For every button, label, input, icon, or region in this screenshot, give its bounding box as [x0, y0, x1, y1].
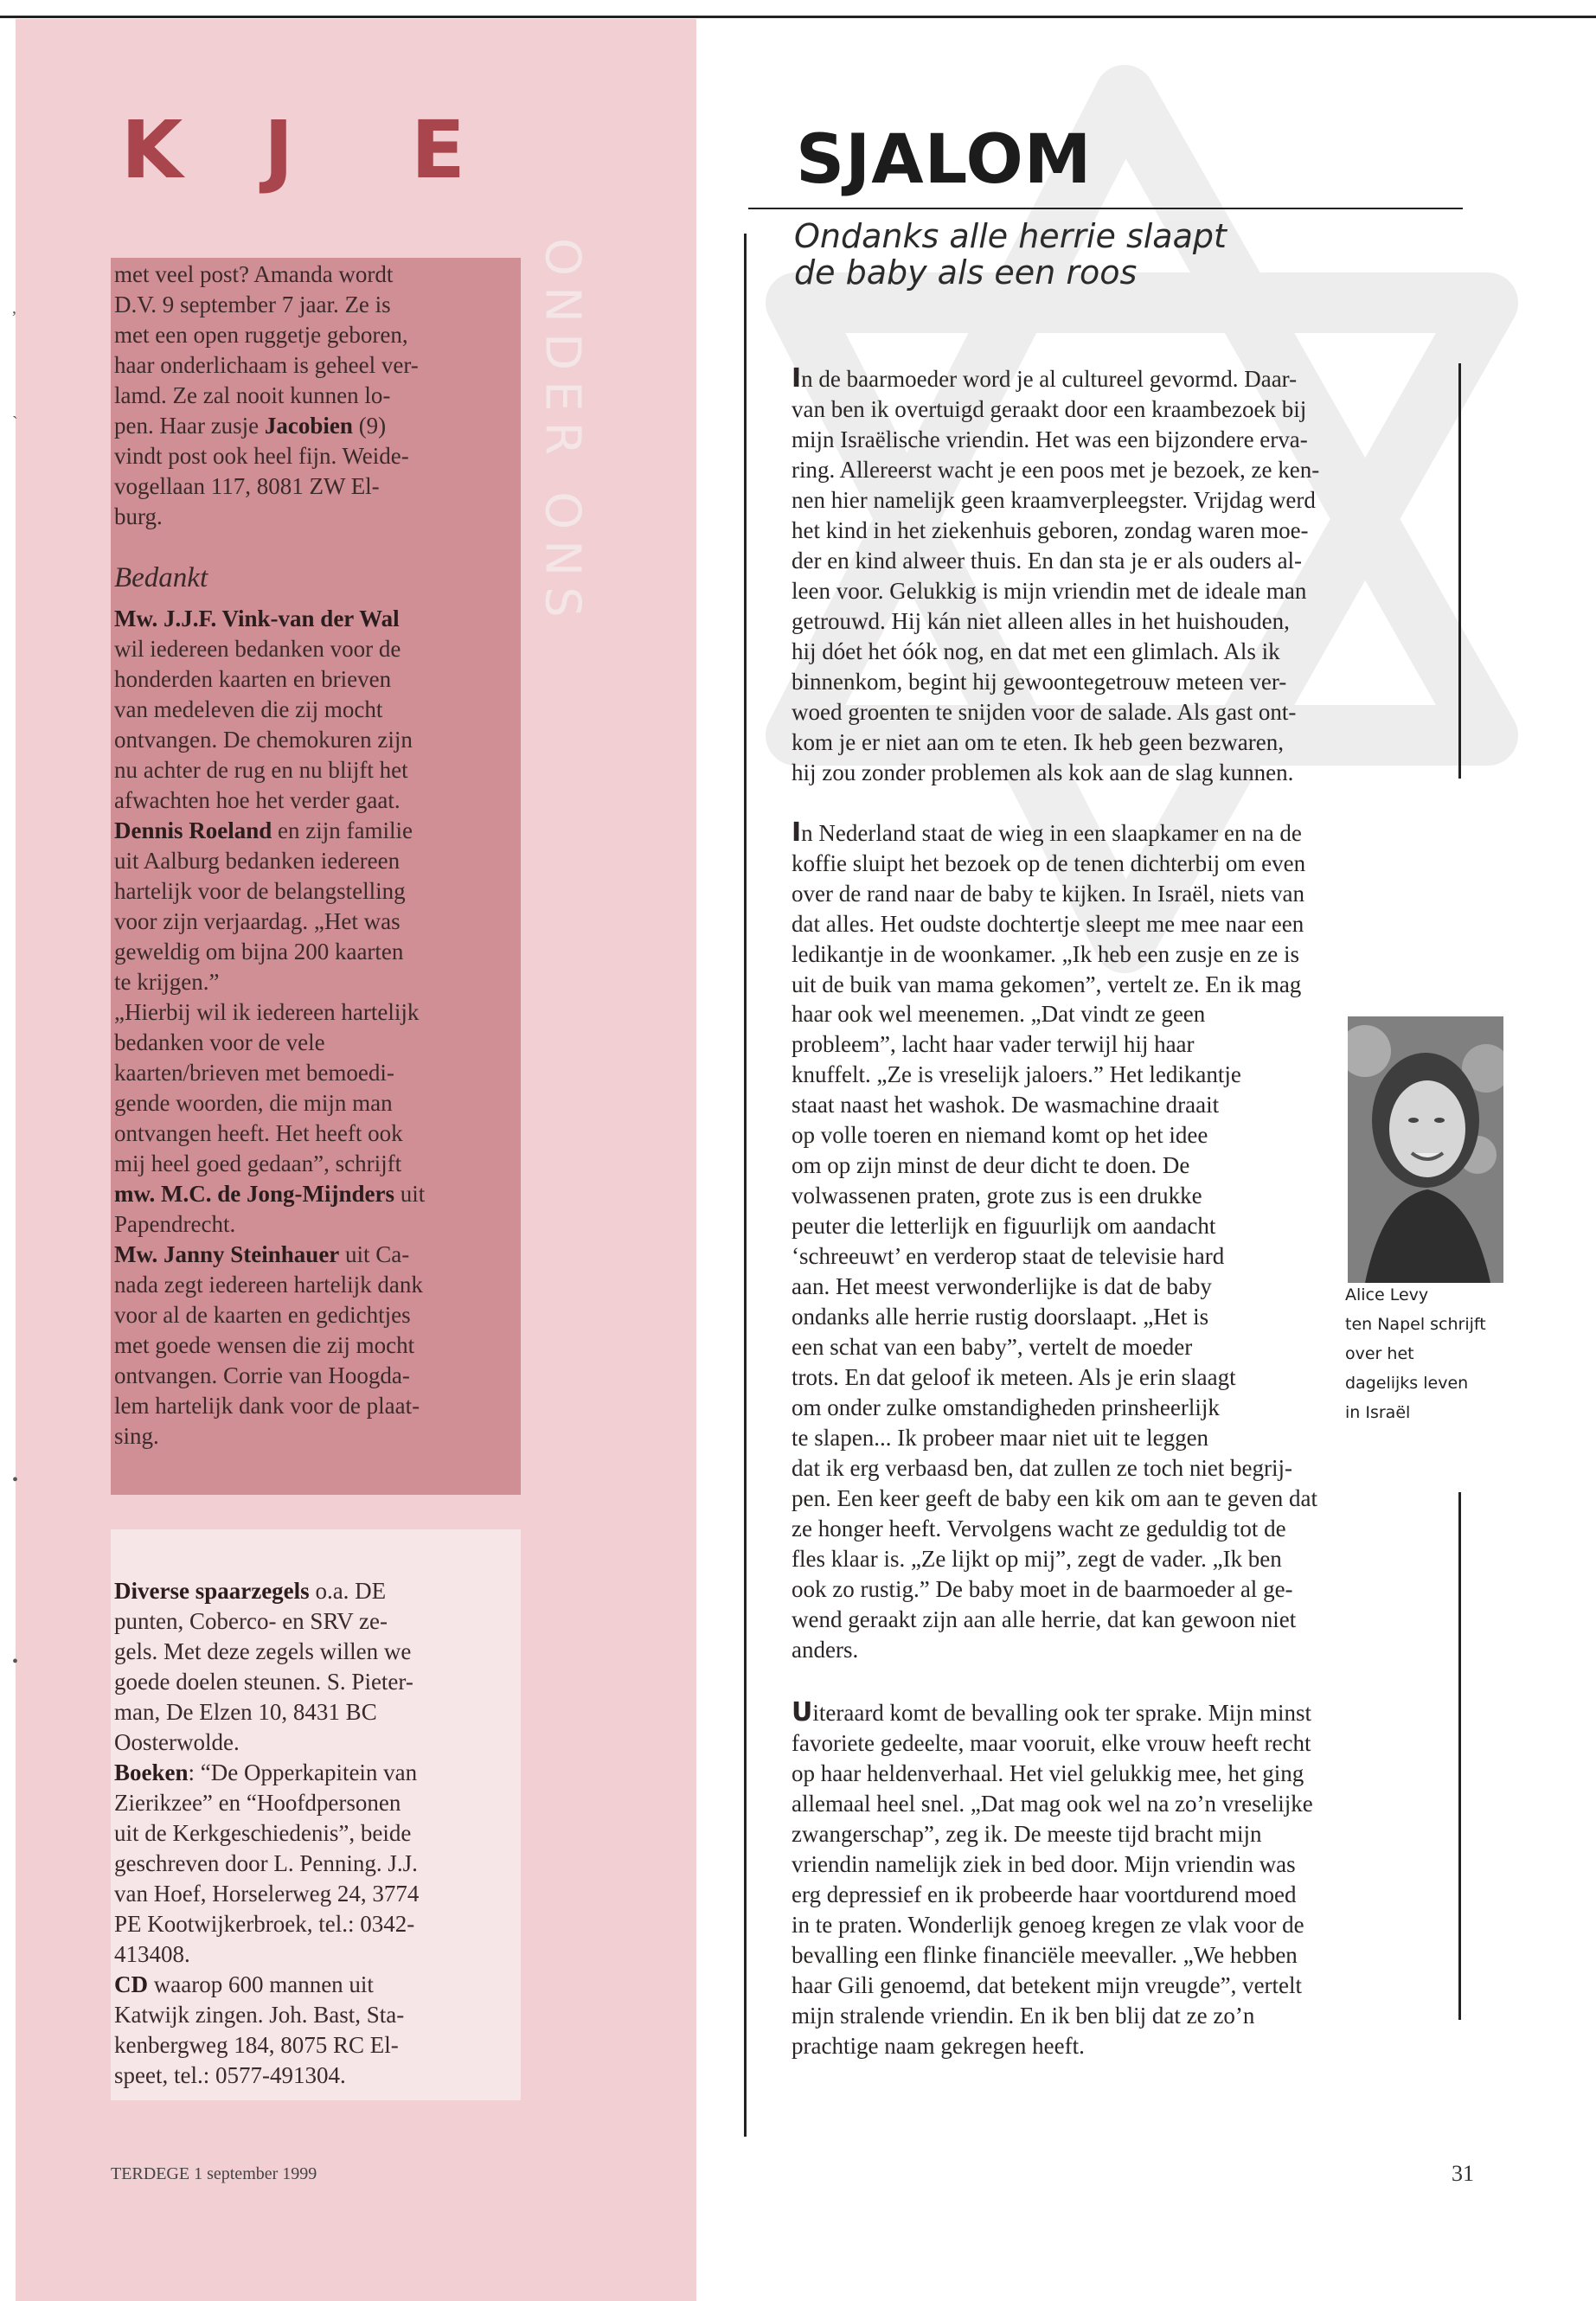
text-line: haar Gili genoemd, dat betekent mijn vreugde”, vertelt: [792, 1972, 1303, 1998]
text-line: ze honger heeft. Vervolgens wacht ze geduldig tot de: [792, 1516, 1286, 1541]
page-number: 31: [1452, 2161, 1474, 2186]
text-line: te slapen... Ik probeer maar niet uit te leggen: [792, 1425, 1209, 1451]
text-line: Zierikzee” en “Hoofdpersonen: [114, 1790, 401, 1816]
text-line: van ben ik overtuigd geraakt door een kraambezoek bij: [792, 396, 1307, 422]
text-line: Mw. Janny Steinhauer uit Ca-: [114, 1241, 410, 1267]
text-line: kaarten/brieven met bemoedi-: [114, 1060, 394, 1086]
text-line: trots. En dat geloof ik meteen. Als je erin slaagt: [792, 1364, 1236, 1390]
text-line: pen. Haar zusje Jacobien (9): [114, 413, 387, 439]
text-line: der en kind alweer thuis. En dan sta je er als ouders al-: [792, 548, 1303, 574]
text-line: voor zijn verjaardag. „Het was: [114, 908, 401, 934]
margin-mark: `: [12, 413, 18, 433]
text-line: prachtige naam gekregen heeft.: [792, 2033, 1085, 2059]
section-letter: E: [411, 104, 465, 196]
text-line: 413408.: [114, 1941, 190, 1967]
text-line: van Hoef, Horselerweg 24, 3774: [114, 1881, 420, 1907]
title-rule: [748, 208, 1463, 209]
text-line: binnenkom, begint hij gewoontegetrouw meteen ver-: [792, 669, 1287, 695]
author-photo: [1348, 1016, 1503, 1283]
text-line: CD waarop 600 mannen uit: [114, 1971, 374, 1997]
text-line: Papendrecht.: [114, 1211, 236, 1237]
text-line: een schat van een baby”, vertelt de moeder: [792, 1334, 1193, 1360]
text-line: Diverse spaarzegels o.a. DE: [114, 1578, 387, 1604]
text-line: in te praten. Wonderlijk genoeg kregen ze vlak voor de: [792, 1912, 1304, 1938]
article-paragraph-1: [792, 363, 1449, 788]
text-line: om onder zulke omstandigheden prinsheerlijk: [792, 1394, 1220, 1420]
text-line: speet, tel.: 0577-491304.: [114, 2062, 346, 2088]
subtitle-line: Ondanks alle herrie slaapt: [794, 217, 1227, 255]
caption-line: in Israël: [1345, 1403, 1411, 1422]
text-line: Mw. J.J.F. Vink-van der Wal: [114, 606, 400, 631]
text-line: nen hier namelijk geen kraamverpleegster. Vrijdag werd: [792, 487, 1316, 513]
text-line: aan. Het meest verwonderlijke is dat de baby: [792, 1273, 1212, 1299]
text-line: probleem”, lacht haar vader terwijl hij haar: [792, 1031, 1195, 1057]
text-line: kenbergweg 184, 8075 RC El-: [114, 2032, 399, 2058]
text-line: honderden kaarten en brieven: [114, 666, 392, 692]
margin-mark: ,: [12, 298, 16, 317]
left-column-offers: [114, 1576, 503, 2091]
text-line: vriendin namelijk ziek in bed door. Mijn vriendin was: [792, 1851, 1296, 1877]
text-line: woed groenten te snijden voor de salade. Als gast ont-: [792, 699, 1297, 725]
text-line: ontvangen. De chemokuren zijn: [114, 727, 413, 753]
text-line: mijn Israëlische vriendin. Het was een bijzondere erva-: [792, 426, 1308, 452]
article-paragraph-2-wrapped: [792, 999, 1336, 1453]
text-line: hartelijk voor de belangstelling: [114, 878, 406, 904]
text-line: met goede wensen die zij mocht: [114, 1332, 415, 1358]
text-line: leen voor. Gelukkig is mijn vriendin met de ideale man: [792, 578, 1307, 604]
text-line: wend geraakt zijn aan alle herrie, dat kan gewoon niet: [792, 1606, 1297, 1632]
text-line: haar onderlichaam is geheel ver-: [114, 352, 419, 378]
text-line: mij heel goed gedaan”, schrijft: [114, 1150, 402, 1176]
text-line: In Nederland staat de wieg in een slaapkamer en na de: [792, 817, 1302, 848]
text-line: peuter die letterlijk en figuurlijk om aandacht: [792, 1213, 1216, 1239]
subtitle-line: de baby als een roos: [794, 253, 1138, 292]
text-line: Boeken: “De Opperkapitein van: [114, 1759, 418, 1785]
text-line: ondanks alle herrie rustig doorslaapt. „Het is: [792, 1304, 1209, 1330]
text-line: voor al de kaarten en gedichtjes: [114, 1302, 411, 1328]
column-rule-left: [744, 234, 747, 2137]
text-line: sing.: [114, 1423, 159, 1449]
article-paragraph-2-end: [792, 1453, 1449, 1665]
text-line: met veel post? Amanda wordt: [114, 261, 394, 287]
text-line: staat naast het washok. De wasmachine draait: [792, 1092, 1220, 1118]
text-line: gels. Met deze zegels willen we: [114, 1638, 412, 1664]
text-line: op volle toeren en niemand komt op het idee: [792, 1122, 1208, 1148]
text-line: ontvangen. Corrie van Hoogda-: [114, 1362, 410, 1388]
text-line: afwachten hoe het verder gaat.: [114, 787, 401, 813]
text-line: uit de buik van mama gekomen”, vertelt ze. En ik mag: [792, 971, 1302, 997]
text-line: haar ook wel meenemen. „Dat vindt ze geen: [792, 1001, 1206, 1027]
text-line: man, De Elzen 10, 8431 BC: [114, 1699, 377, 1725]
text-line: mijn stralende vriendin. En ik ben blij dat ze zo’n: [792, 2003, 1255, 2029]
text-line: In de baarmoeder word je al cultureel gevormd. Daar-: [792, 363, 1298, 394]
article-title: SJALOM: [796, 121, 1093, 199]
text-line: burg.: [114, 503, 163, 529]
text-line: wil iedereen bedanken voor de: [114, 636, 401, 662]
text-line: „Hierbij wil ik iedereen hartelijk: [114, 999, 420, 1025]
text-line: D.V. 9 september 7 jaar. Ze is: [114, 292, 391, 317]
article-paragraph-3: [792, 1697, 1449, 2061]
text-line: dat ik erg verbaasd ben, dat zullen ze toch niet begrij-: [792, 1455, 1293, 1481]
caption-line: Alice Levy: [1345, 1285, 1429, 1304]
text-line: favoriete gedeelte, maar vooruit, elke vrouw heeft recht: [792, 1730, 1311, 1756]
text-line: nada zegt iedereen hartelijk dank: [114, 1272, 423, 1298]
text-line: Uiteraard komt de bevalling ook ter sprake. Mijn minst: [792, 1697, 1311, 1727]
text-line: uit de Kerkgeschiedenis”, beide: [114, 1820, 412, 1846]
text-line: geweldig om bijna 200 kaarten: [114, 939, 404, 965]
text-line: knuffelt. „Ze is vreselijk jaloers.” Het ledikantje: [792, 1061, 1241, 1087]
text-line: uit Aalburg bedanken iedereen: [114, 848, 401, 874]
text-line: Dennis Roeland en zijn familie: [114, 817, 413, 843]
text-line: vindt post ook heel fijn. Weide-: [114, 443, 409, 469]
text-line: bevalling een flinke financiële meevaller. „We hebben: [792, 1942, 1298, 1968]
text-line: anders.: [792, 1637, 859, 1663]
text-line: erg depressief en ik probeerde haar voortdurend moed: [792, 1881, 1297, 1907]
text-line: bedanken voor de vele: [114, 1029, 325, 1055]
text-line: pen. Een keer geeft de baby een kik om aan te geven dat: [792, 1485, 1317, 1511]
text-line: ‘schreeuwt’ en verderop staat de televisie hard: [792, 1243, 1225, 1269]
section-letter: K: [121, 104, 183, 196]
margin-mark: •: [12, 1652, 19, 1671]
text-line: met een open ruggetje geboren,: [114, 322, 408, 348]
text-line: ring. Allereerst wacht je een poos met je bezoek, ze ken-: [792, 457, 1320, 483]
text-line: ledikantje in de woonkamer. „Ik heb een zusje en ze is: [792, 941, 1300, 967]
text-line: gende woorden, die mijn man: [114, 1090, 393, 1116]
text-line: volwassenen praten, grote zus is een drukke: [792, 1183, 1202, 1208]
text-line: van medeleven die zij mocht: [114, 696, 383, 722]
photo-caption: [1345, 1280, 1527, 1427]
text-line: koffie sluipt het bezoek op de tenen dichterbij om even: [792, 850, 1306, 876]
vertical-section-label: [528, 237, 597, 628]
bedankt-heading: Bedankt: [114, 562, 208, 593]
text-line: op haar heldenverhaal. Het viel gelukkig mee, het ging: [792, 1760, 1304, 1786]
text-line: om op zijn minst de deur dicht te doen. De: [792, 1152, 1190, 1178]
text-line: PE Kootwijkerbroek, tel.: 0342-: [114, 1911, 415, 1937]
text-line: ontvangen heeft. Het heeft ook: [114, 1120, 403, 1146]
text-line: lem hartelijk dank voor de plaat-: [114, 1393, 420, 1419]
text-line: hij zou zonder problemen als kok aan de slag kunnen.: [792, 760, 1294, 785]
text-line: Oosterwolde.: [114, 1729, 240, 1755]
column-rule-right: [1458, 1492, 1461, 2020]
text-line: Katwijk zingen. Joh. Bast, Sta-: [114, 2002, 405, 2028]
onder-ons-label: ONDER ONS: [534, 237, 591, 628]
section-letter: J: [264, 104, 294, 196]
text-line: geschreven door L. Penning. J.J.: [114, 1850, 418, 1876]
text-line: zwangerschap”, zeg ik. De meeste tijd bracht mijn: [792, 1821, 1262, 1847]
article-subtitle: [794, 218, 1400, 291]
text-line: goede doelen steunen. S. Pieter-: [114, 1669, 413, 1695]
text-line: over de rand naar de baby te kijken. In Israël, niets van: [792, 881, 1305, 907]
text-line: getrouwd. Hij kán niet alleen alles in het huishouden,: [792, 608, 1290, 634]
text-line: kom je er niet aan om te eten. Ik heb geen bezwaren,: [792, 729, 1284, 755]
text-line: het kind in het ziekenhuis geboren, zondag waren moe-: [792, 517, 1309, 543]
text-line: lamd. Ze zal nooit kunnen lo-: [114, 382, 391, 408]
text-line: punten, Coberco- en SRV ze-: [114, 1608, 388, 1634]
caption-line: dagelijks leven: [1345, 1374, 1469, 1393]
text-line: ook zo rustig.” De baby moet in de baarmoeder al ge-: [792, 1576, 1293, 1602]
top-border: [0, 16, 1596, 18]
column-rule-right: [1458, 363, 1461, 779]
text-line: nu achter de rug en nu blijft het: [114, 757, 408, 783]
text-line: te krijgen.”: [114, 969, 220, 995]
text-line: dat alles. Het oudste dochtertje sleept me mee naar een: [792, 911, 1304, 937]
text-line: hij dóet het óók nog, en dat met een glimlach. Als ik: [792, 638, 1280, 664]
publication-footer: TERDEGE 1 september 1999: [111, 2164, 317, 2183]
left-column-notices: [114, 260, 503, 1452]
caption-line: over het: [1345, 1344, 1414, 1363]
margin-mark: •: [12, 1471, 19, 1490]
text-line: fles klaar is. „Ze lijkt op mij”, zegt de vader. „Ik ben: [792, 1546, 1282, 1572]
text-line: vogellaan 117, 8081 ZW El-: [114, 473, 380, 499]
caption-line: ten Napel schrijft: [1345, 1315, 1486, 1334]
article-paragraph-2: [792, 817, 1449, 1000]
text-line: mw. M.C. de Jong-Mijnders uit: [114, 1181, 426, 1207]
text-line: allemaal heel snel. „Dat mag ook wel na zo’n vreselijke: [792, 1791, 1313, 1817]
